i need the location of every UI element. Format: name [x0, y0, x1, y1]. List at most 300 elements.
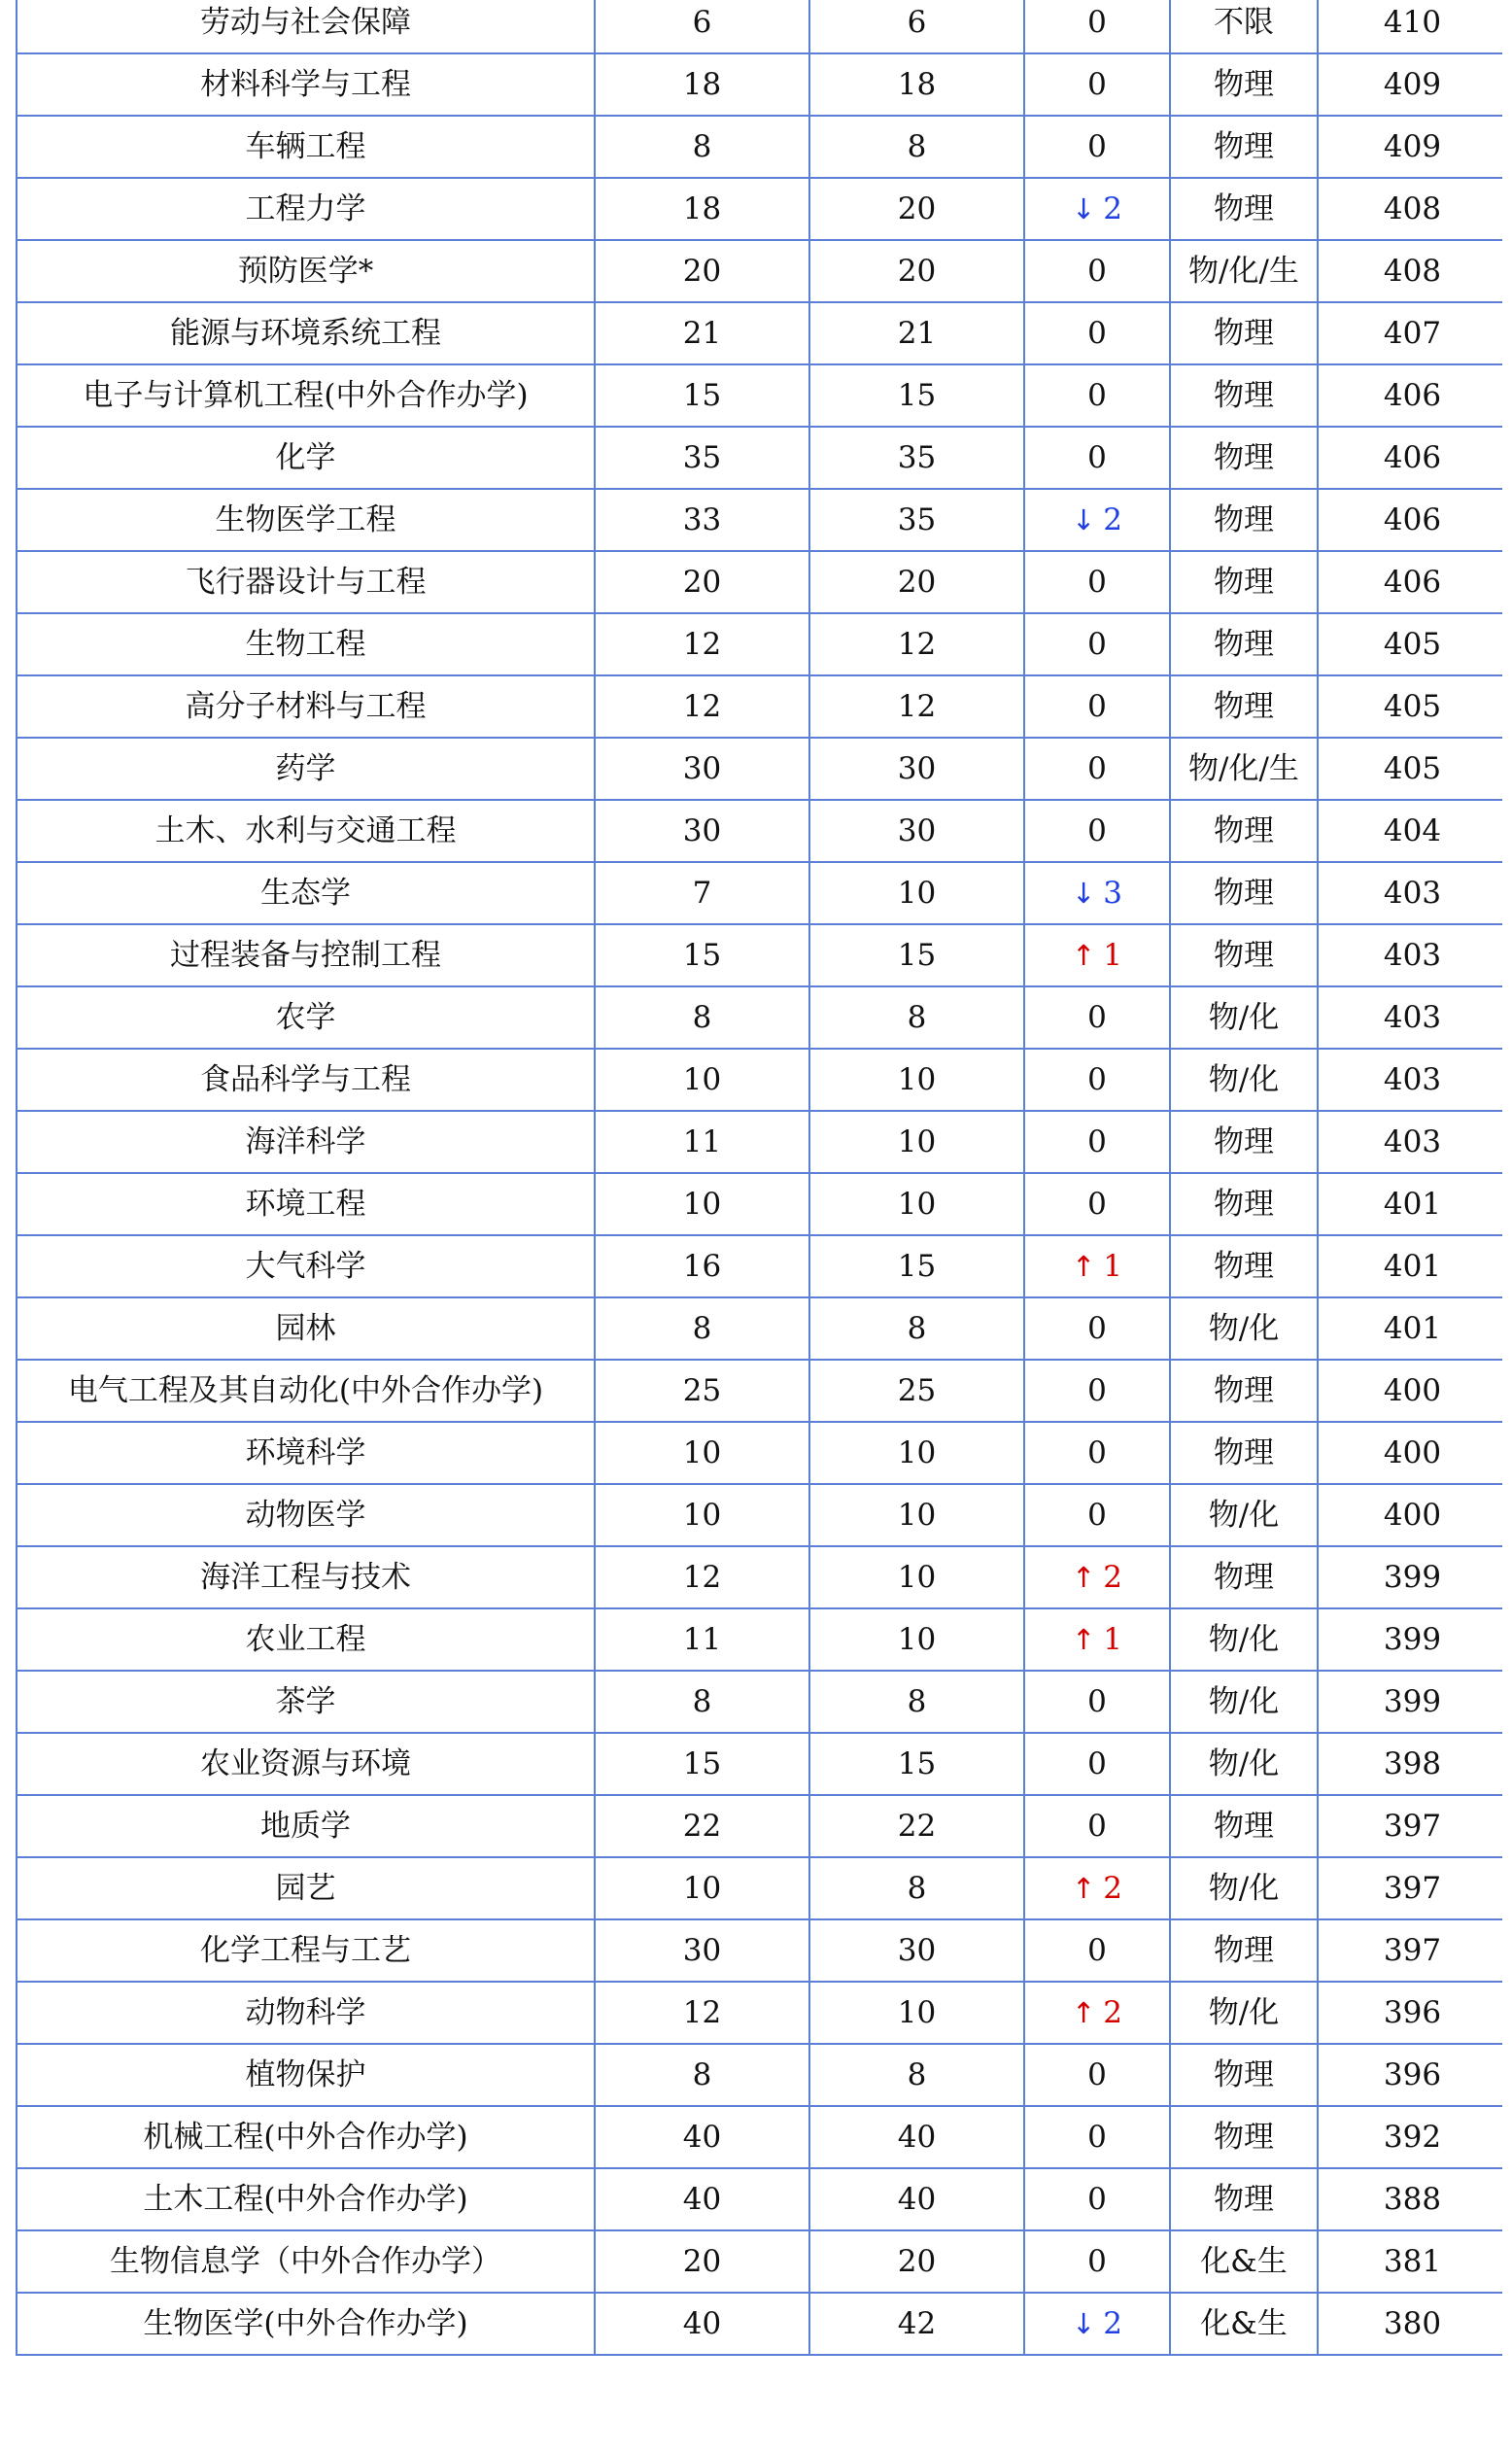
major-cell: [17, 178, 595, 240]
arrow-up-icon: ↑: [1071, 1871, 1096, 1905]
subject-text: 化&生: [1200, 2305, 1288, 2341]
change-text: 0: [1087, 1932, 1107, 1968]
major-text: 机械工程(中外合作办学): [143, 2119, 468, 2155]
major-text: 飞行器设计与工程: [185, 564, 427, 600]
change-value: 1: [1103, 1621, 1123, 1657]
prev-count-cell: [809, 2293, 1024, 2355]
table-row: [17, 364, 1502, 427]
major-text: 药学: [275, 750, 336, 786]
table-row: [17, 2230, 1502, 2293]
subject-text: 物理: [1214, 2181, 1274, 2217]
score-text: 406: [1383, 377, 1442, 413]
plan-count-cell: [595, 364, 809, 427]
plan-count-text: 12: [682, 688, 722, 724]
change-cell: [1024, 0, 1170, 53]
major-cell: [17, 2106, 595, 2168]
major-cell: [17, 1608, 595, 1671]
major-text: 茶学: [275, 1683, 336, 1719]
score-cell: [1318, 1919, 1502, 1982]
change-text: 0: [1087, 1497, 1107, 1533]
score-text: 400: [1383, 1434, 1442, 1470]
prev-count-cell: [809, 1422, 1024, 1484]
change-cell: [1024, 1111, 1170, 1173]
prev-count-text: 8: [907, 999, 927, 1035]
plan-count-text: 15: [682, 937, 722, 973]
change-cell: [1024, 1546, 1170, 1608]
table-row: [17, 302, 1502, 364]
major-cell: [17, 1546, 595, 1608]
table-row: [17, 2044, 1502, 2106]
change-value: 1: [1103, 1248, 1123, 1284]
table-row: [17, 489, 1502, 551]
prev-count-text: 30: [897, 750, 937, 786]
arrow-down-icon: ↓: [1071, 502, 1096, 536]
change-decrease: [1072, 876, 1122, 911]
score-text: 409: [1383, 128, 1442, 164]
score-text: 401: [1383, 1248, 1442, 1284]
change-increase: [1072, 1871, 1122, 1906]
plan-count-cell: [595, 1671, 809, 1733]
score-cell: [1318, 1235, 1502, 1297]
plan-count-cell: [595, 2293, 809, 2355]
change-text: 0: [1087, 688, 1107, 724]
score-text: 401: [1383, 1186, 1442, 1222]
plan-count-cell: [595, 986, 809, 1049]
major-text: 工程力学: [245, 190, 366, 226]
change-cell: [1024, 1671, 1170, 1733]
prev-count-cell: [809, 1173, 1024, 1235]
table-row: [17, 1235, 1502, 1297]
prev-count-text: 10: [897, 1123, 937, 1159]
plan-count-cell: [595, 1360, 809, 1422]
change-cell: [1024, 240, 1170, 302]
major-text: 生物信息学（中外合作办学）: [110, 2243, 501, 2279]
subject-cell: [1170, 2293, 1318, 2355]
score-cell: [1318, 1857, 1502, 1919]
major-text: 化学: [275, 439, 336, 475]
subject-cell: [1170, 1049, 1318, 1111]
subject-cell: [1170, 862, 1318, 924]
score-cell: [1318, 2293, 1502, 2355]
table-body: [17, 0, 1502, 2355]
major-cell: [17, 613, 595, 675]
plan-count-text: 8: [692, 1310, 712, 1346]
plan-count-text: 18: [682, 66, 722, 102]
score-cell: [1318, 2106, 1502, 2168]
plan-count-cell: [595, 427, 809, 489]
score-cell: [1318, 1484, 1502, 1546]
prev-count-text: 6: [907, 4, 927, 40]
prev-count-cell: [809, 986, 1024, 1049]
change-cell: [1024, 178, 1170, 240]
prev-count-cell: [809, 924, 1024, 986]
change-cell: [1024, 53, 1170, 116]
plan-count-cell: [595, 738, 809, 800]
subject-text: 物理: [1214, 377, 1274, 413]
major-cell: [17, 2044, 595, 2106]
change-increase: [1072, 1249, 1122, 1284]
prev-count-cell: [809, 1671, 1024, 1733]
major-text: 动物医学: [245, 1497, 366, 1533]
plan-count-text: 22: [682, 1808, 722, 1844]
change-cell: [1024, 862, 1170, 924]
arrow-up-icon: ↑: [1071, 1560, 1096, 1594]
plan-count-text: 15: [682, 377, 722, 413]
subject-cell: [1170, 1235, 1318, 1297]
major-cell: [17, 1360, 595, 1422]
table-viewport: [16, 0, 1502, 2453]
score-text: 399: [1383, 1683, 1442, 1719]
change-text: 0: [1087, 1745, 1107, 1781]
major-text: 食品科学与工程: [200, 1061, 411, 1097]
table-row: [17, 1173, 1502, 1235]
plan-count-cell: [595, 1546, 809, 1608]
prev-count-cell: [809, 2106, 1024, 2168]
plan-count-cell: [595, 1235, 809, 1297]
change-cell: [1024, 2044, 1170, 2106]
major-cell: [17, 302, 595, 364]
prev-count-cell: [809, 1733, 1024, 1795]
score-cell: [1318, 551, 1502, 613]
table-row: [17, 427, 1502, 489]
arrow-down-icon: ↓: [1071, 2306, 1096, 2340]
plan-count-text: 20: [682, 2243, 722, 2279]
subject-text: 物/化: [1208, 1745, 1280, 1781]
plan-count-text: 40: [682, 2119, 722, 2155]
score-text: 407: [1383, 315, 1442, 351]
major-text: 车辆工程: [245, 128, 366, 164]
prev-count-text: 10: [897, 1994, 937, 2030]
score-cell: [1318, 178, 1502, 240]
score-cell: [1318, 1546, 1502, 1608]
major-text: 地质学: [260, 1808, 351, 1844]
table-row: [17, 800, 1502, 862]
prev-count-text: 12: [897, 626, 937, 662]
subject-text: 物/化: [1208, 1994, 1280, 2030]
prev-count-text: 15: [897, 1248, 937, 1284]
subject-cell: [1170, 924, 1318, 986]
prev-count-text: 10: [897, 1621, 937, 1657]
prev-count-cell: [809, 613, 1024, 675]
subject-text: 物理: [1214, 2056, 1274, 2092]
plan-count-cell: [595, 489, 809, 551]
subject-text: 物理: [1214, 1932, 1274, 1968]
score-text: 397: [1383, 1870, 1442, 1906]
major-cell: [17, 489, 595, 551]
score-text: 406: [1383, 439, 1442, 475]
major-cell: [17, 800, 595, 862]
plan-count-cell: [595, 116, 809, 178]
change-value: 2: [1103, 1559, 1123, 1595]
plan-count-text: 10: [682, 1870, 722, 1906]
score-text: 403: [1383, 999, 1442, 1035]
subject-cell: [1170, 738, 1318, 800]
plan-count-cell: [595, 1795, 809, 1857]
subject-text: 不限: [1214, 4, 1274, 40]
plan-count-text: 40: [682, 2181, 722, 2217]
score-text: 408: [1383, 190, 1442, 226]
score-cell: [1318, 427, 1502, 489]
major-text: 农业资源与环境: [200, 1745, 411, 1781]
prev-count-text: 10: [897, 1061, 937, 1097]
major-text: 园艺: [275, 1870, 336, 1906]
table-row: [17, 53, 1502, 116]
plan-count-text: 12: [682, 1994, 722, 2030]
subject-cell: [1170, 2230, 1318, 2293]
plan-count-cell: [595, 1733, 809, 1795]
prev-count-cell: [809, 1546, 1024, 1608]
subject-cell: [1170, 2168, 1318, 2230]
table-row: [17, 551, 1502, 613]
prev-count-cell: [809, 738, 1024, 800]
subject-text: 物理: [1214, 501, 1274, 537]
prev-count-cell: [809, 1235, 1024, 1297]
score-text: 409: [1383, 66, 1442, 102]
plan-count-text: 7: [692, 875, 712, 911]
plan-count-text: 10: [682, 1186, 722, 1222]
prev-count-text: 35: [897, 501, 937, 537]
major-cell: [17, 1919, 595, 1982]
arrow-down-icon: ↓: [1071, 876, 1096, 910]
major-text: 园林: [275, 1310, 336, 1346]
major-text: 生态学: [260, 875, 351, 911]
change-cell: [1024, 613, 1170, 675]
change-cell: [1024, 1422, 1170, 1484]
major-text: 大气科学: [245, 1248, 366, 1284]
prev-count-text: 15: [897, 937, 937, 973]
major-text: 能源与环境系统工程: [170, 315, 441, 351]
prev-count-cell: [809, 1795, 1024, 1857]
major-cell: [17, 2230, 595, 2293]
plan-count-text: 12: [682, 1559, 722, 1595]
score-cell: [1318, 1982, 1502, 2044]
subject-text: 物理: [1214, 875, 1274, 911]
change-cell: [1024, 489, 1170, 551]
score-text: 381: [1383, 2243, 1442, 2279]
table-row: [17, 1982, 1502, 2044]
plan-count-text: 35: [682, 439, 722, 475]
table-row: [17, 1919, 1502, 1982]
score-text: 398: [1383, 1745, 1442, 1781]
score-text: 399: [1383, 1621, 1442, 1657]
plan-count-cell: [595, 551, 809, 613]
subject-text: 物/化/生: [1188, 750, 1299, 786]
change-text: 0: [1087, 1683, 1107, 1719]
table-row: [17, 0, 1502, 53]
plan-count-text: 8: [692, 1683, 712, 1719]
change-value: 3: [1103, 875, 1123, 911]
subject-cell: [1170, 1484, 1318, 1546]
change-decrease: [1072, 191, 1122, 226]
change-text: 0: [1087, 1434, 1107, 1470]
change-cell: [1024, 116, 1170, 178]
change-text: 0: [1087, 2181, 1107, 2217]
major-text: 过程装备与控制工程: [170, 937, 441, 973]
major-text: 电子与计算机工程(中外合作办学): [83, 377, 529, 413]
change-cell: [1024, 2106, 1170, 2168]
change-value: 2: [1103, 1870, 1123, 1906]
change-text: 0: [1087, 2056, 1107, 2092]
change-cell: [1024, 1235, 1170, 1297]
score-text: 405: [1383, 688, 1442, 724]
plan-count-text: 15: [682, 1745, 722, 1781]
change-cell: [1024, 1360, 1170, 1422]
plan-count-text: 8: [692, 128, 712, 164]
change-value: 1: [1103, 937, 1123, 973]
score-text: 380: [1383, 2305, 1442, 2341]
plan-count-cell: [595, 2168, 809, 2230]
subject-text: 物/化/生: [1188, 253, 1299, 289]
major-cell: [17, 1982, 595, 2044]
prev-count-text: 20: [897, 2243, 937, 2279]
score-cell: [1318, 738, 1502, 800]
subject-text: 物理: [1214, 66, 1274, 102]
score-cell: [1318, 1360, 1502, 1422]
table-row: [17, 613, 1502, 675]
score-text: 396: [1383, 1994, 1442, 2030]
score-text: 400: [1383, 1372, 1442, 1408]
major-text: 土木工程(中外合作办学): [143, 2181, 468, 2217]
prev-count-cell: [809, 364, 1024, 427]
prev-count-text: 15: [897, 377, 937, 413]
change-decrease: [1072, 2306, 1122, 2341]
subject-text: 物理: [1214, 315, 1274, 351]
major-cell: [17, 53, 595, 116]
subject-text: 物理: [1214, 626, 1274, 662]
score-cell: [1318, 53, 1502, 116]
major-text: 材料科学与工程: [200, 66, 411, 102]
change-cell: [1024, 738, 1170, 800]
score-text: 406: [1383, 501, 1442, 537]
subject-text: 物理: [1214, 564, 1274, 600]
prev-count-cell: [809, 2168, 1024, 2230]
subject-cell: [1170, 302, 1318, 364]
major-text: 高分子材料与工程: [185, 688, 427, 724]
score-text: 388: [1383, 2181, 1442, 2217]
prev-count-text: 30: [897, 812, 937, 848]
plan-count-text: 30: [682, 1932, 722, 1968]
subject-text: 物/化: [1208, 1870, 1280, 1906]
score-text: 392: [1383, 2119, 1442, 2155]
subject-text: 物/化: [1208, 1621, 1280, 1657]
table-row: [17, 1111, 1502, 1173]
change-text: 0: [1087, 1372, 1107, 1408]
score-cell: [1318, 302, 1502, 364]
subject-cell: [1170, 1608, 1318, 1671]
subject-text: 物理: [1214, 1123, 1274, 1159]
score-cell: [1318, 1422, 1502, 1484]
major-text: 生物医学工程: [215, 501, 396, 537]
change-cell: [1024, 1733, 1170, 1795]
change-text: 0: [1087, 2119, 1107, 2155]
prev-count-cell: [809, 862, 1024, 924]
prev-count-text: 18: [897, 66, 937, 102]
subject-text: 物/化: [1208, 999, 1280, 1035]
prev-count-text: 30: [897, 1932, 937, 1968]
prev-count-cell: [809, 551, 1024, 613]
prev-count-cell: [809, 1919, 1024, 1982]
plan-count-cell: [595, 1111, 809, 1173]
subject-cell: [1170, 53, 1318, 116]
plan-count-text: 11: [682, 1123, 722, 1159]
prev-count-cell: [809, 800, 1024, 862]
change-cell: [1024, 2230, 1170, 2293]
subject-text: 物理: [1214, 439, 1274, 475]
plan-count-text: 10: [682, 1061, 722, 1097]
score-cell: [1318, 1173, 1502, 1235]
score-text: 397: [1383, 1808, 1442, 1844]
major-text: 环境工程: [245, 1186, 366, 1222]
prev-count-cell: [809, 427, 1024, 489]
change-cell: [1024, 551, 1170, 613]
subject-cell: [1170, 1857, 1318, 1919]
major-cell: [17, 738, 595, 800]
score-cell: [1318, 1795, 1502, 1857]
prev-count-text: 40: [897, 2181, 937, 2217]
major-text: 环境科学: [245, 1434, 366, 1470]
prev-count-text: 35: [897, 439, 937, 475]
major-text: 化学工程与工艺: [200, 1932, 411, 1968]
prev-count-cell: [809, 53, 1024, 116]
subject-cell: [1170, 2106, 1318, 2168]
score-cell: [1318, 489, 1502, 551]
change-decrease: [1072, 502, 1122, 537]
prev-count-cell: [809, 1982, 1024, 2044]
score-cell: [1318, 1111, 1502, 1173]
table-row: [17, 986, 1502, 1049]
major-cell: [17, 1484, 595, 1546]
subject-text: 物理: [1214, 812, 1274, 848]
major-text: 海洋科学: [245, 1123, 366, 1159]
prev-count-text: 8: [907, 2056, 927, 2092]
subject-text: 物理: [1214, 937, 1274, 973]
prev-count-cell: [809, 489, 1024, 551]
prev-count-cell: [809, 302, 1024, 364]
change-text: 0: [1087, 4, 1107, 40]
plan-count-text: 20: [682, 564, 722, 600]
change-cell: [1024, 427, 1170, 489]
change-text: 0: [1087, 564, 1107, 600]
change-text: 0: [1087, 2243, 1107, 2279]
score-cell: [1318, 0, 1502, 53]
admission-table: [16, 0, 1502, 2356]
plan-count-cell: [595, 1173, 809, 1235]
change-value: 2: [1103, 1994, 1123, 2030]
plan-count-text: 30: [682, 750, 722, 786]
change-text: 0: [1087, 812, 1107, 848]
change-cell: [1024, 1795, 1170, 1857]
score-text: 406: [1383, 564, 1442, 600]
subject-cell: [1170, 1173, 1318, 1235]
score-text: 401: [1383, 1310, 1442, 1346]
subject-text: 物理: [1214, 2119, 1274, 2155]
score-cell: [1318, 986, 1502, 1049]
subject-cell: [1170, 1919, 1318, 1982]
change-text: 0: [1087, 1310, 1107, 1346]
subject-cell: [1170, 116, 1318, 178]
subject-cell: [1170, 1111, 1318, 1173]
plan-count-cell: [595, 302, 809, 364]
plan-count-text: 30: [682, 812, 722, 848]
change-value: 2: [1103, 2305, 1123, 2341]
major-cell: [17, 1049, 595, 1111]
plan-count-cell: [595, 1919, 809, 1982]
change-increase: [1072, 1560, 1122, 1595]
score-text: 403: [1383, 875, 1442, 911]
major-text: 生物医学(中外合作办学): [143, 2305, 468, 2341]
table-row: [17, 1857, 1502, 1919]
table-row: [17, 1795, 1502, 1857]
